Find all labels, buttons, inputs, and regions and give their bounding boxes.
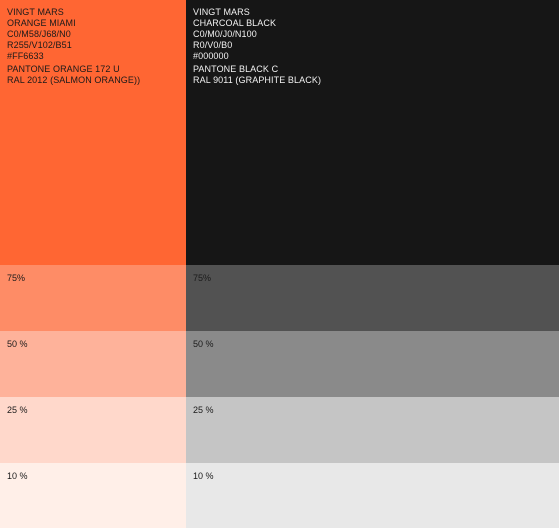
color-spec-block bbox=[7, 7, 186, 86]
hex-value: #FF6633 bbox=[7, 51, 44, 61]
color-spec-block bbox=[193, 7, 559, 86]
tint-label: 25 % bbox=[7, 405, 28, 415]
tint-label: 50 % bbox=[193, 339, 214, 349]
tint-swatch-75 bbox=[186, 265, 559, 331]
tint-label: 10 % bbox=[7, 471, 28, 481]
tint-label: 75% bbox=[193, 273, 212, 283]
tint-swatch-50 bbox=[186, 331, 559, 397]
tint-swatch-25 bbox=[186, 397, 559, 463]
rgb-value: R255/V102/B51 bbox=[7, 40, 72, 50]
tint-swatch-50 bbox=[0, 331, 186, 397]
tint-swatch-10 bbox=[186, 463, 559, 528]
tint-label: 25 % bbox=[193, 405, 214, 415]
pantone-value: PANTONE ORANGE 172 U bbox=[7, 63, 120, 74]
cmyk-value: C0/M0/J0/N100 bbox=[193, 29, 257, 39]
tint-swatch-75 bbox=[0, 265, 186, 331]
color-name: CHARCOAL BLACK bbox=[193, 18, 277, 28]
rgb-value: R0/V0/B0 bbox=[193, 40, 233, 50]
tint-swatch-10 bbox=[0, 463, 186, 528]
tint-swatch-25 bbox=[0, 397, 186, 463]
ral-value: RAL 9011 (GRAPHITE BLACK) bbox=[193, 74, 322, 85]
tint-label: 50 % bbox=[7, 339, 28, 349]
swatch-main-orange bbox=[0, 0, 186, 265]
swatch-main-black bbox=[186, 0, 559, 265]
brand-label: VINGT MARS bbox=[7, 7, 64, 17]
tint-label: 75% bbox=[7, 273, 26, 283]
hex-value: #000000 bbox=[193, 51, 229, 61]
pantone-value: PANTONE BLACK C bbox=[193, 63, 279, 74]
tint-label: 10 % bbox=[193, 471, 214, 481]
color-name: ORANGE MIAMI bbox=[7, 18, 76, 28]
brand-label: VINGT MARS bbox=[193, 7, 250, 17]
swatch-column-black bbox=[186, 0, 559, 528]
cmyk-value: C0/M58/J68/N0 bbox=[7, 29, 71, 39]
swatch-column-orange bbox=[0, 0, 186, 528]
ral-value: RAL 2012 (SALMON ORANGE)) bbox=[7, 74, 141, 85]
